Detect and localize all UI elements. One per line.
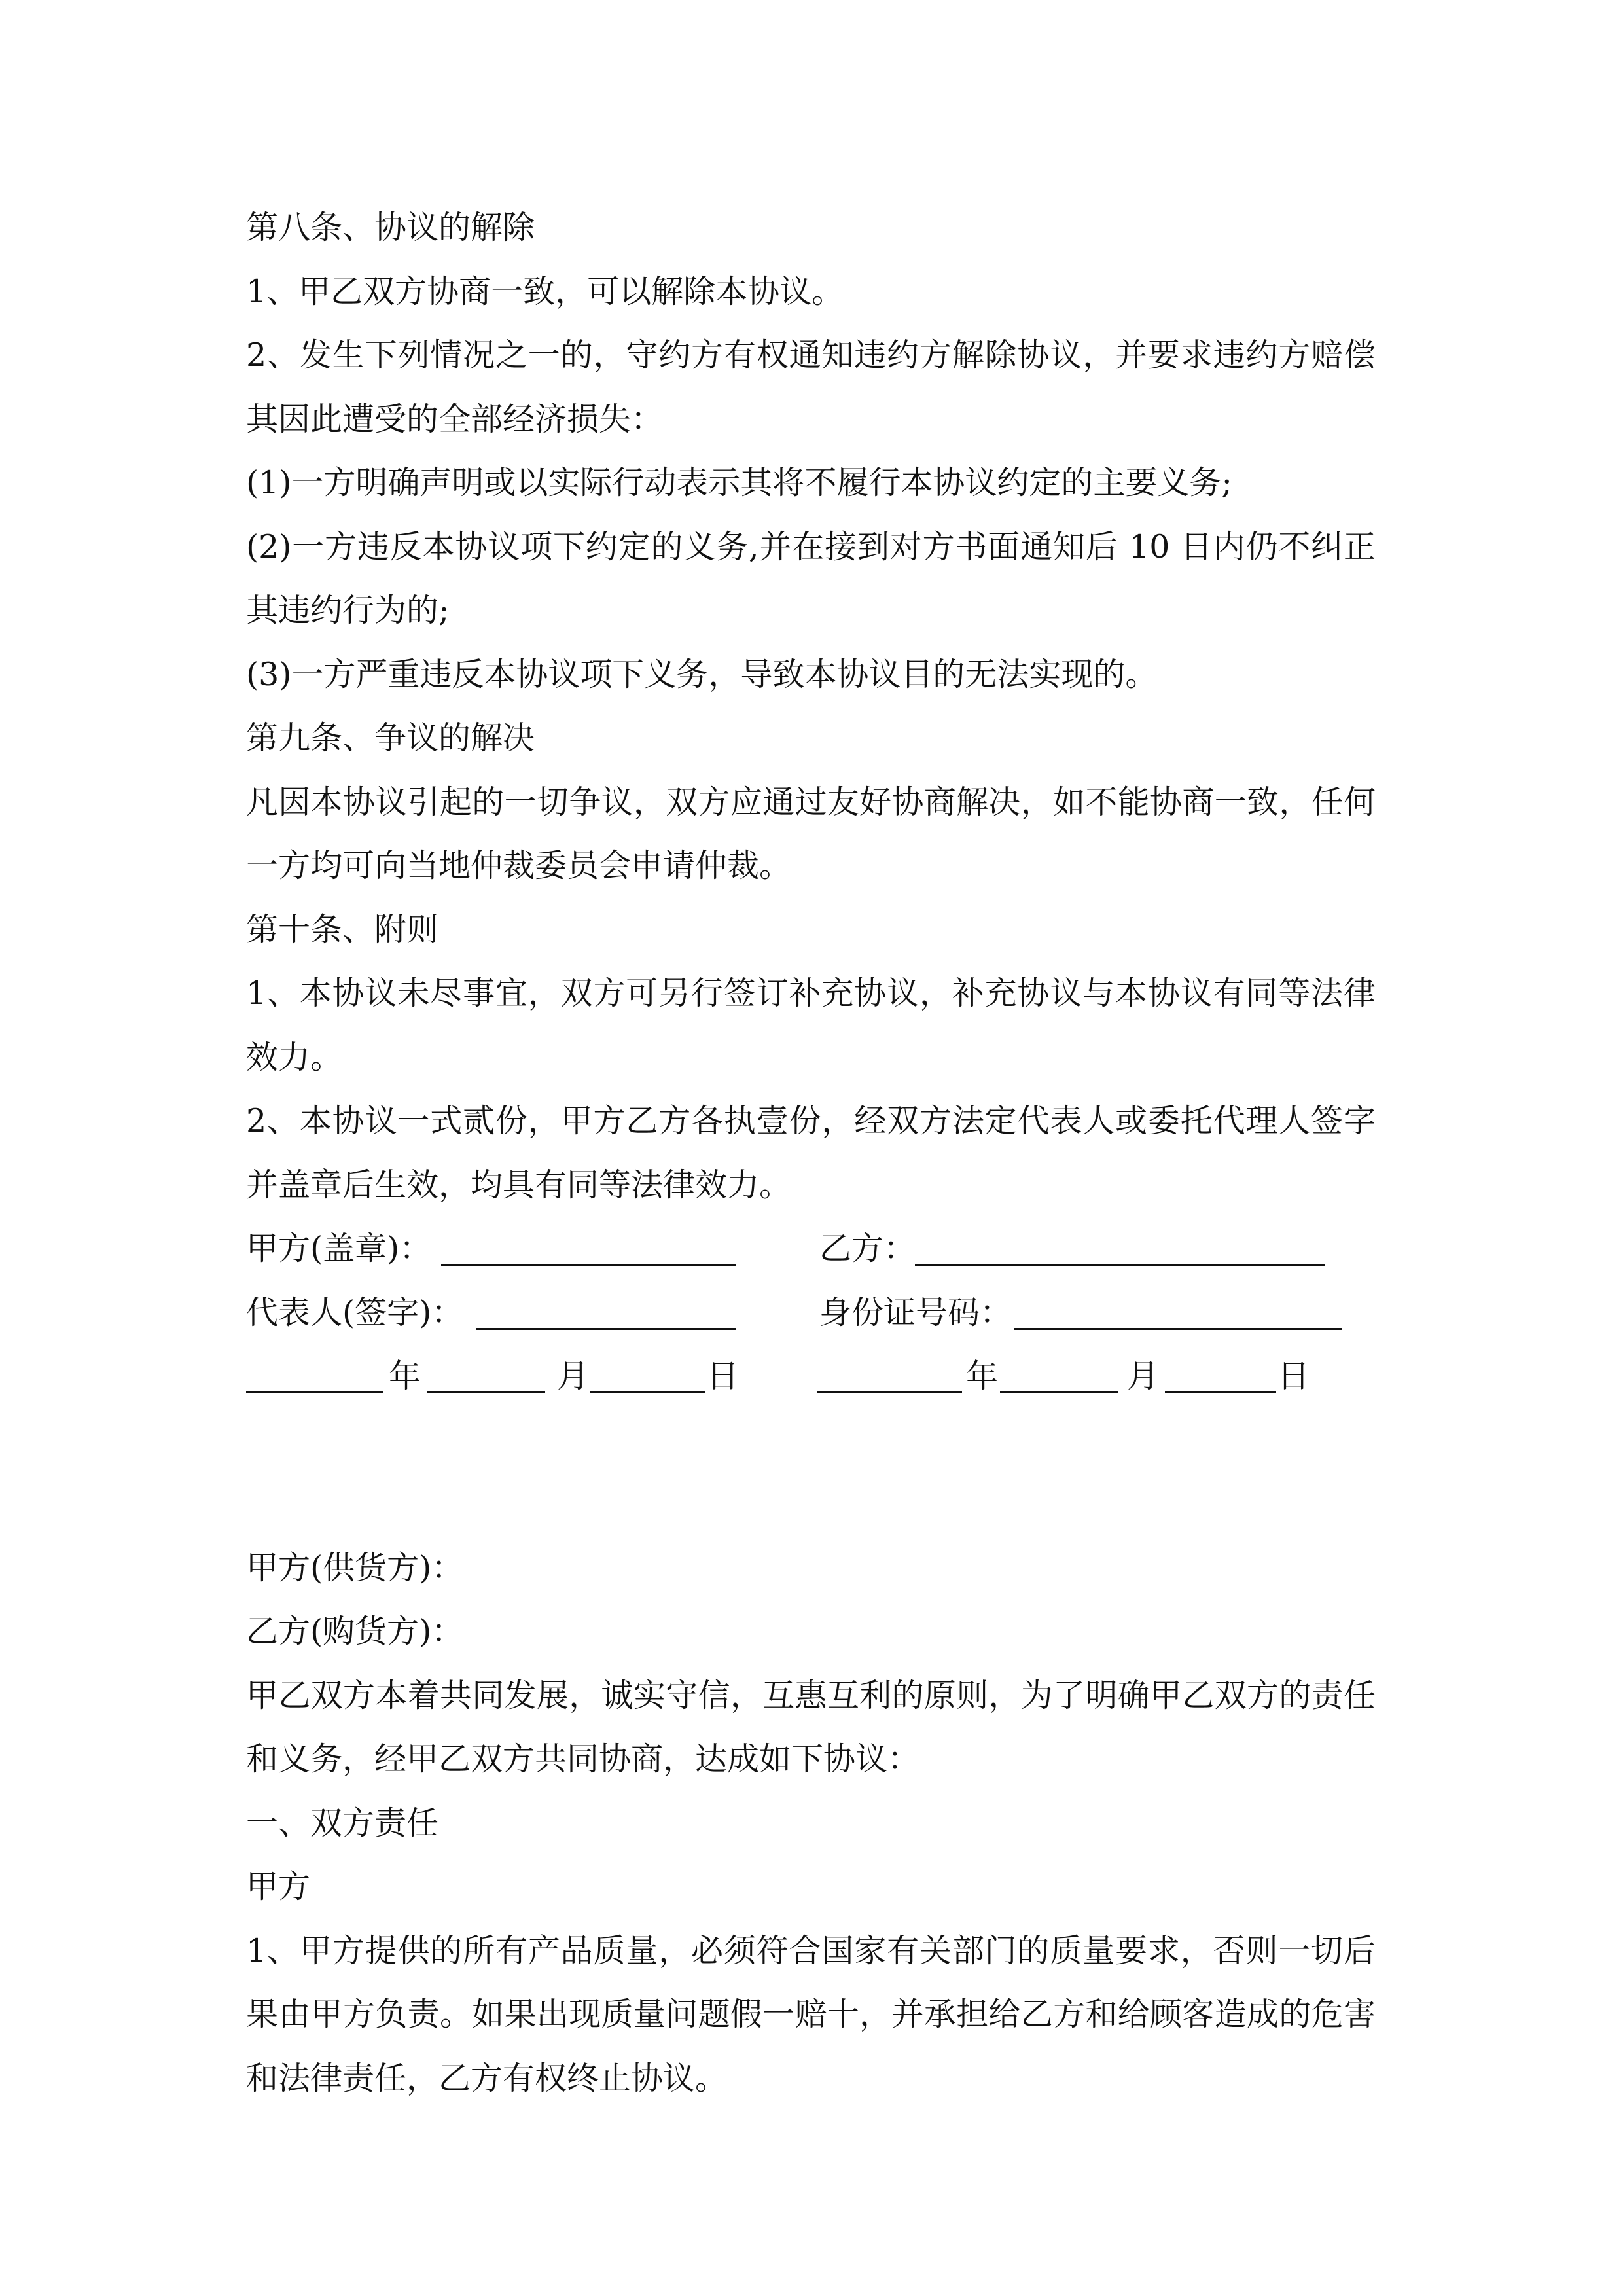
id-number-blank[interactable]	[1014, 1328, 1342, 1330]
article-8-item-1: (1)一方明确声明或以实际行动表示其将不履行本协议约定的主要义务;	[246, 464, 1232, 501]
date-a-year-label: 年	[389, 1357, 421, 1395]
party-a-clause-1-cont: 果由甲方负责。如果出现质量问题假一赔十，并承担给乙方和给顾客造成的危害	[246, 1996, 1376, 2033]
article-8-item-2-cont: 其违约行为的;	[246, 592, 450, 629]
date-a-year-blank[interactable]	[246, 1391, 383, 1393]
article-8-clause-2-cont: 其因此遭受的全部经济损失：	[246, 400, 664, 438]
date-b-month-label: 月	[1127, 1357, 1160, 1395]
date-b-day-label: 日	[1277, 1357, 1310, 1395]
article-8-title: 第八条、协议的解除	[246, 209, 535, 246]
article-8-item-3: (3)一方严重违反本协议项下义务，导致本协议目的无法实现的。	[246, 655, 1158, 693]
article-10-clause-2: 2、本协议一式贰份，甲方乙方各执壹份，经双方法定代表人或委托代理人签字	[246, 1102, 1376, 1139]
article-9-text: 凡因本协议引起的一切争议，双方应通过友好协商解决，如不能协商一致，任何	[246, 783, 1376, 821]
signature-row-date	[246, 1344, 1385, 1408]
date-a-day-blank[interactable]	[590, 1391, 705, 1393]
article-10-clause-1: 1、本协议未尽事宜，双方可另行签订补充协议，补充协议与本协议有同等法律	[246, 975, 1376, 1012]
spacer	[246, 1408, 1385, 1473]
party-b-label: 乙方：	[819, 1230, 916, 1267]
date-b-year-label: 年	[966, 1357, 999, 1395]
representative-blank[interactable]	[476, 1328, 736, 1330]
date-b-day-blank[interactable]	[1165, 1391, 1276, 1393]
party-a-seal-blank[interactable]	[441, 1264, 736, 1266]
contract-intro: 甲乙双方本着共同发展，诚实守信，互惠互利的原则，为了明确甲乙双方的责任	[246, 1676, 1376, 1714]
article-9-title: 第九条、争议的解决	[246, 719, 535, 757]
party-a-clause-1: 1、甲方提供的所有产品质量，必须符合国家有关部门的质量要求，否则一切后	[246, 1931, 1376, 1969]
id-number-label: 身份证号码：	[819, 1293, 1012, 1331]
document-page	[246, 196, 1385, 2110]
supplier-party-label: 甲方(供货方)：	[246, 1549, 464, 1587]
party-a-clause-1-end: 和法律责任，乙方有权终止协议。	[246, 2059, 728, 2097]
party-b-blank[interactable]	[915, 1264, 1325, 1266]
contract-intro-cont: 和义务，经甲乙双方共同协商，达成如下协议：	[246, 1740, 920, 1778]
section-1-title: 一、双方责任	[246, 1804, 439, 1842]
representative-label: 代表人(签字)：	[246, 1293, 464, 1331]
spacer	[246, 1472, 1385, 1536]
article-10-title: 第十条、附则	[246, 910, 439, 948]
party-a-heading: 甲方	[246, 1868, 311, 1905]
article-10-clause-2-cont: 并盖章后生效，均具有同等法律效力。	[246, 1166, 792, 1204]
signature-row-party	[246, 1217, 1385, 1281]
date-b-month-blank[interactable]	[1000, 1391, 1118, 1393]
article-8-clause-2: 2、发生下列情况之一的，守约方有权通知违约方解除协议，并要求违约方赔偿	[246, 336, 1376, 374]
article-9-text-cont: 一方均可向当地仲裁委员会申请仲裁。	[246, 847, 792, 884]
signature-row-representative	[246, 1281, 1385, 1345]
article-8-clause-1: 1、甲乙双方协商一致，可以解除本协议。	[246, 272, 844, 310]
article-10-clause-1-cont: 效力。	[246, 1038, 343, 1076]
date-a-month-blank[interactable]	[427, 1391, 545, 1393]
date-b-year-blank[interactable]	[817, 1391, 962, 1393]
date-a-day-label: 日	[707, 1357, 740, 1395]
date-a-month-label: 月	[557, 1357, 590, 1395]
party-a-seal-label: 甲方(盖章)：	[246, 1230, 432, 1267]
article-8-item-2: (2)一方违反本协议项下约定的义务,并在接到对方书面通知后 10 日内仍不纠正	[246, 528, 1376, 565]
buyer-party-label: 乙方(购货方)：	[246, 1613, 464, 1650]
